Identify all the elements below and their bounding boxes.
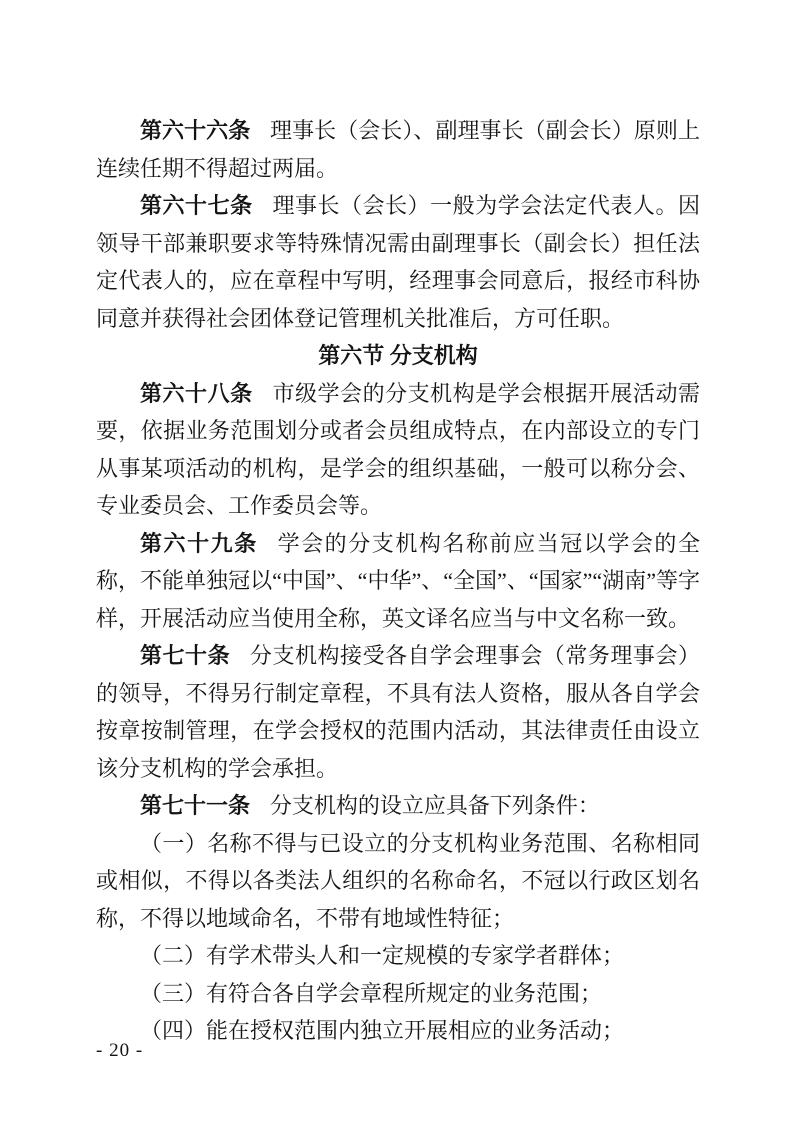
- document-body: [96, 112, 700, 1050]
- condition-item: （三）有符合各自学会章程所规定的业务范围；: [140, 980, 603, 1006]
- article-text: 分支机构接受各自学会理事会（常务理事会）的领导，不得另行制定章程，不具有法人资格，服从各自学会按章按制管理，在学会授权的范围内活动，其法律责任由设立该分支机构的学会承担。: [96, 643, 700, 781]
- article-text: 分支机构的设立应具备下列条件：: [269, 793, 600, 818]
- article-text: 理事长（会长）一般为学会法定代表人。因领导干部兼职要求等特殊情况需由副理事长（副会长）担任法定代表人的，应在章程中写明，经理事会同意后，报经市科协同意并获得社会团体登记管理机关批准后，方可任职。: [96, 193, 700, 331]
- article-paragraph: [96, 187, 700, 337]
- article-paragraph: [96, 375, 700, 525]
- page-number: - 20 -: [96, 1040, 144, 1061]
- article-text: 理事长（会长）、副理事长（副会长）原则上连续任期不得超过两届。: [96, 118, 700, 181]
- article-text: 学会的分支机构名称前应当冠以学会的全称，不能单独冠以“中国”、“中华”、“全国”、“国家”“湖南”等字样，开展活动应当使用全称，英文译名应当与中文名称一致。: [96, 530, 700, 631]
- article-number: 第七十条: [140, 643, 231, 668]
- condition-item: （二）有学术带头人和一定规模的专家学者群体；: [140, 943, 625, 968]
- condition-item: （一）名称不得与已设立的分支机构业务范围、名称相同或相似，不得以各类法人组织的名称命名，不冠以行政区划名称，不得以地域命名，不带有地域性特征；: [96, 830, 700, 931]
- condition-item: （四）能在授权范围内独立开展相应的业务活动；: [140, 1018, 625, 1043]
- article-number: 第七十一条: [140, 793, 251, 818]
- article-number: 第六十六条: [140, 118, 251, 143]
- article-number: 第六十八条: [140, 380, 253, 406]
- article-text: 市级学会的分支机构是学会根据开展活动需要，依据业务范围划分或者会员组成特点，在内部设立的专门从事某项活动的机构，是学会的组织基础，一般可以称分会、专业委员会、工作委员会等。: [96, 380, 700, 518]
- article-paragraph: [96, 525, 700, 638]
- article-number: 第六十九条: [140, 530, 258, 556]
- article-paragraph: [96, 637, 700, 787]
- article-number: 第六十七条: [140, 193, 253, 218]
- article-paragraph: [96, 787, 700, 825]
- article-paragraph: [96, 112, 700, 187]
- section-heading: 第六节 分支机构: [318, 343, 478, 368]
